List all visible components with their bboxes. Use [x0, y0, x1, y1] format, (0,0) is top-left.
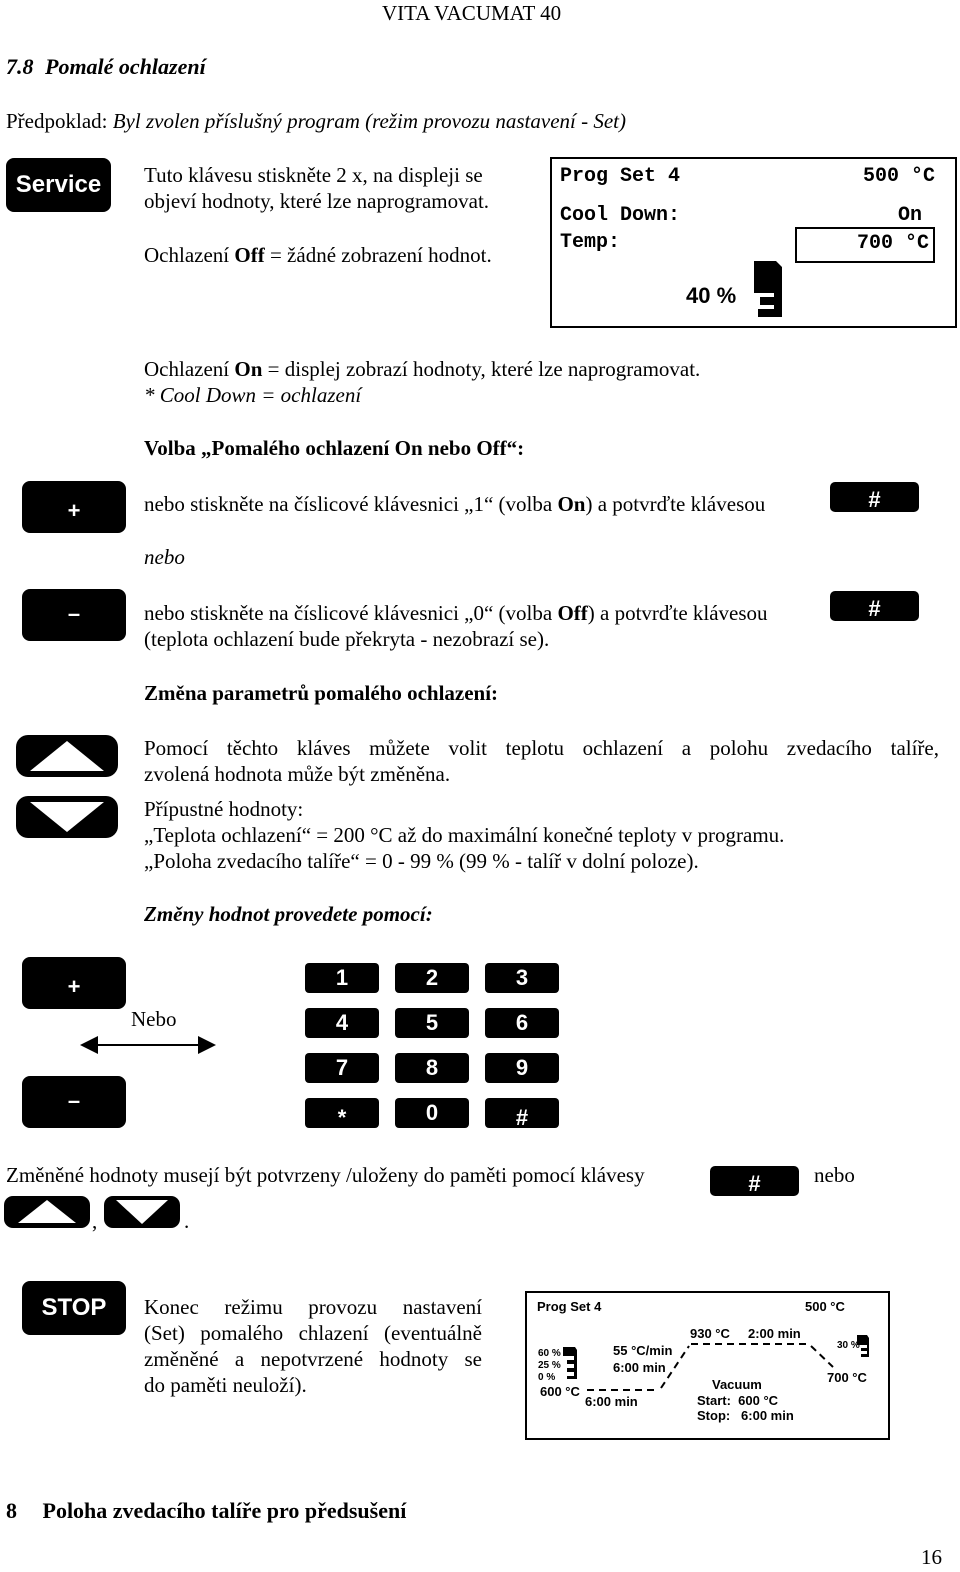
display-cool-down — [550, 157, 957, 328]
d2-prog: Prog Set 4 — [537, 1299, 602, 1314]
d2-p0: 0 % — [538, 1372, 556, 1383]
nebo-text: nebo — [144, 545, 185, 569]
d2-p60: 60 % — [538, 1348, 561, 1359]
numpad-key-7[interactable]: 7 — [305, 1053, 379, 1083]
d2-vac-stop: Stop: 6:00 min — [697, 1408, 794, 1423]
cooling-on-prefix: Ochlazení — [144, 357, 235, 381]
next-section-number: 8 — [6, 1498, 17, 1523]
cooling-off-prefix: Ochlazení — [144, 243, 235, 267]
plus-instruction — [144, 491, 765, 517]
plus-instruction-prefix: nebo stiskněte na číslicové klávesnici „1“ (volba — [144, 492, 558, 516]
d2-vacuum: Vacuum — [712, 1377, 762, 1392]
down-arrow-key-small[interactable] — [104, 1196, 180, 1228]
next-section-title: Poloha zvedacího talíře pro předsušení — [42, 1498, 407, 1523]
d2-end-temp: 700 °C — [827, 1370, 867, 1385]
display-temp-label: Temp: — [560, 231, 621, 254]
stop-text-1: Konec režimu provozu nastavení — [144, 1295, 482, 1319]
d2-vac-start: Start: 600 °C — [697, 1393, 779, 1408]
d2-peak-time: 2:00 min — [748, 1326, 801, 1341]
numpad-key-9[interactable]: 9 — [485, 1053, 559, 1083]
cooling-on-text — [144, 356, 700, 382]
lift-plate-icon — [748, 257, 788, 321]
next-section-heading — [6, 1498, 406, 1524]
numpad-key-3[interactable]: 3 — [485, 963, 559, 993]
display-temp-top: 500 °C — [863, 165, 936, 188]
hash-key-off[interactable]: # — [830, 591, 919, 621]
stop-text-3: změněné a nepotvrzené hodnoty se — [144, 1347, 482, 1371]
volba-heading: Volba „Pomalého ochlazení On nebo Off“: — [144, 436, 525, 460]
d2-start-time: 6:00 min — [585, 1394, 638, 1409]
prereq-label: Předpoklad: — [6, 109, 108, 133]
cooling-on-suffix: = displej zobrazí hodnoty, které lze naprogramovat. — [262, 357, 701, 381]
confirm-nebo: nebo — [814, 1163, 855, 1187]
running-header: VITA VACUMAT 40 — [382, 1, 562, 25]
lift-plate-icon-small — [563, 1347, 577, 1379]
arrows-instruction-2: zvolená hodnota může být změněna. — [144, 762, 451, 786]
minus-key-2[interactable]: – — [22, 1076, 126, 1128]
prereq-text: Byl zvolen příslušný program (režim provozu nastavení - Set) — [112, 109, 626, 133]
minus-instruction-keyword: Off — [557, 601, 588, 625]
display-temp-value: 700 °C — [856, 232, 929, 255]
numpad-key-4[interactable]: 4 — [305, 1008, 379, 1038]
minus-instruction — [144, 600, 768, 626]
cooling-off-text — [144, 242, 492, 268]
display-prog-label: Prog Set 4 — [560, 165, 681, 188]
up-arrow-key[interactable] — [16, 735, 118, 777]
cooling-off-suffix: = žádné zobrazení hodnot. — [264, 243, 492, 267]
numpad-key-2[interactable]: 2 — [395, 963, 469, 993]
section-title: Pomalé ochlazení — [45, 54, 206, 79]
numpad-key-8[interactable]: 8 — [395, 1053, 469, 1083]
display-percent: 40 % — [686, 283, 737, 308]
plus-key-2[interactable]: + — [22, 957, 126, 1009]
display-program-curve — [525, 1291, 890, 1440]
hash-key-confirm[interactable]: # — [710, 1166, 799, 1196]
cooling-on-keyword: On — [234, 357, 263, 381]
display-cool-value: On — [898, 204, 923, 227]
comma: , — [92, 1209, 98, 1233]
section-heading — [6, 54, 206, 80]
double-arrow-icon — [78, 1033, 218, 1057]
plus-instruction-keyword: On — [557, 492, 586, 516]
d2-p25: 25 % — [538, 1360, 561, 1371]
numpad-key-5[interactable]: 5 — [395, 1008, 469, 1038]
allowed-values-label: Přípustné hodnoty: — [144, 797, 304, 821]
confirm-text: Změněné hodnoty musejí být potvrzeny /uloženy do paměti pomocí klávesy — [6, 1163, 645, 1187]
display-cool-label: Cool Down: — [560, 204, 681, 227]
minus-instruction-note: (teplota ochlazení bude překryta - nezobrazí se). — [144, 627, 550, 651]
plus-key[interactable]: + — [22, 481, 126, 533]
stop-key[interactable]: STOP — [22, 1281, 126, 1335]
d2-temp-top: 500 °C — [805, 1299, 845, 1314]
numpad-key-star[interactable]: * — [305, 1098, 379, 1128]
lift-plate-icon-right — [857, 1335, 869, 1357]
numpad-key-1[interactable]: 1 — [305, 963, 379, 993]
d2-rate: 55 °C/min — [613, 1343, 673, 1358]
d2-start-temp: 600 °C — [540, 1384, 580, 1399]
up-arrow-key-small[interactable] — [4, 1196, 90, 1228]
cooling-off-keyword: Off — [234, 243, 265, 267]
prerequisite — [6, 108, 626, 134]
section-number: 7.8 — [6, 54, 34, 79]
down-arrow-key[interactable] — [16, 796, 118, 838]
minus-instruction-prefix: nebo stiskněte na číslicové klávesnici „0“ (volba — [144, 601, 558, 625]
minus-key[interactable]: – — [22, 589, 126, 641]
zmena-heading: Změna parametrů pomalého ochlazení: — [144, 681, 499, 705]
service-instruction-2: objeví hodnoty, které lze naprogramovat. — [144, 189, 490, 213]
stop-text-4: do paměti neuloží). — [144, 1373, 307, 1397]
allowed-lift: „Poloha zvedacího talíře“ = 0 - 99 % (99 % - talíř v dolní poloze). — [144, 849, 699, 873]
d2-right-pct: 30 % — [837, 1340, 860, 1351]
service-instruction-1: Tuto klávesu stiskněte 2 x, na displeji se — [144, 163, 483, 187]
allowed-temp: „Teplota ochlazení“ = 200 °C až do maximální konečné teploty v programu. — [144, 823, 785, 847]
stop-text-2: (Set) pomalého chlazení (eventuálně — [144, 1321, 482, 1345]
page-number: 16 — [921, 1545, 942, 1569]
plus-instruction-suffix: ) a potvrďte klávesou — [585, 492, 766, 516]
d2-peak-temp: 930 °C — [690, 1326, 730, 1341]
arrows-instruction-1: Pomocí těchto kláves můžete volit teplotu ochlazení a polohu zvedacího talíře, — [144, 736, 939, 760]
service-key[interactable]: Service — [6, 158, 111, 212]
nebo-label: Nebo — [131, 1007, 177, 1031]
display-temp-field[interactable] — [795, 227, 935, 263]
period: . — [184, 1209, 190, 1233]
minus-instruction-suffix: ) a potvrďte klávesou — [587, 601, 768, 625]
numpad-key-6[interactable]: 6 — [485, 1008, 559, 1038]
numpad-key-0[interactable]: 0 — [395, 1098, 469, 1128]
d2-rate-time: 6:00 min — [613, 1360, 666, 1375]
zmeny-heading: Změny hodnot provedete pomocí: — [144, 902, 433, 926]
numpad-key-hash[interactable]: # — [485, 1098, 559, 1128]
cool-down-note: * Cool Down = ochlazení — [144, 383, 362, 407]
hash-key-on[interactable]: # — [830, 482, 919, 512]
firing-curve — [527, 1293, 888, 1438]
